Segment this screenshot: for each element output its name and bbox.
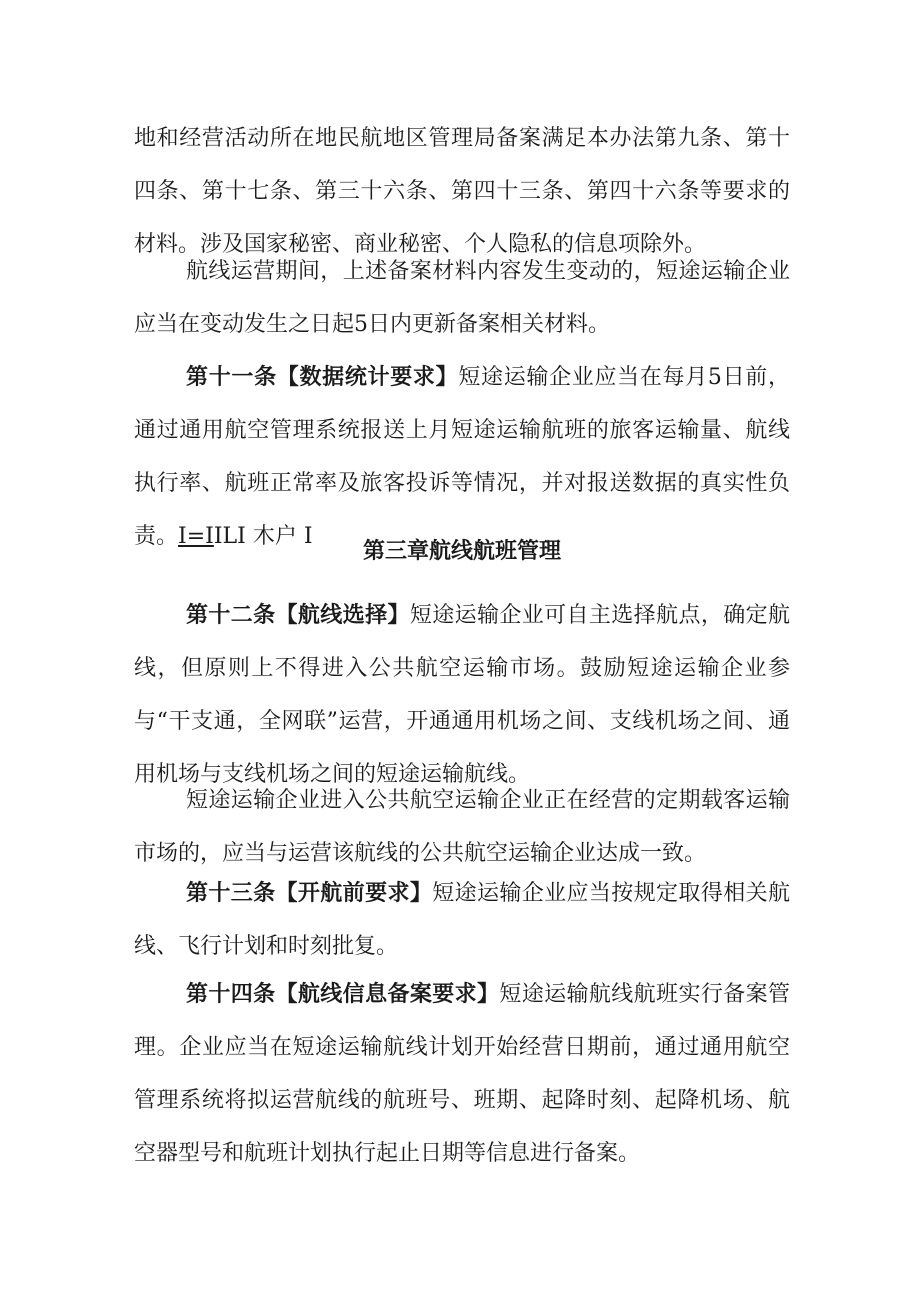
article-14-route-filing (134, 968, 790, 1180)
paragraph-text: 短途运输航线航班实行备案管理。企业应当在短途运输航线计划开始经营日期前，通过通用航空管理系统将拟运营航线的航班号、班期、起降时刻、起降机场、航空器型号和航班计划执行起止日期等信息进行备案。 (134, 982, 790, 1166)
paragraph-material-change (134, 245, 790, 351)
paragraph-text: 短途运输企业应当按规定取得相关航线、飞行计划和时刻批复。 (134, 881, 790, 959)
paragraph-text: 短途运输企业应当在每月5日前，通过通用航空管理系统报送上月短途运输航班的旅客运输量、航线执行率、航班正常率及旅客投诉等情况，并对报送数据的真实性负责。 (134, 365, 790, 549)
paragraph-text: 短途运输企业进入公共航空运输企业正在经营的定期载客运输市场的，应当与运营该航线的公共航空运输企业达成一致。 (134, 788, 790, 866)
article-heading: 第十二条【航线选择】 (186, 603, 410, 628)
article-heading: 第十一条【数据统计要求】 (186, 365, 459, 390)
article-heading: 第十四条【航线信息备案要求】 (186, 982, 500, 1007)
paragraph-text: 短途运输企业可自主选择航点，确定航线，但原则上不得进入公共航空运输市场。鼓励短途运输企业参与“干支通，全网联”运营，开通通用机场之间、支线机场之间、通用机场与支线机场之间的短途运输航线。 (134, 603, 790, 787)
scan-artifact-text: ILI 木户 I (213, 524, 313, 549)
scan-artifact-text: I=I (178, 524, 214, 549)
article-13-pre-launch (134, 867, 790, 973)
paragraph-text: 地和经营活动所在地民航地区管理局备案满足本办法第九条、第十四条、第十七条、第三十六条、第四十三条、第四十六条等要求的材料。涉及国家秘密、商业秘密、个人隐私的信息项除外。 (134, 126, 790, 257)
article-heading: 第十三条【开航前要求】 (186, 881, 433, 906)
article-12-route-selection (134, 589, 790, 801)
paragraph-market-entry (134, 774, 790, 880)
paragraph-text: 航线运营期间，上述备案材料内容发生变动的，短途运输企业应当在变动发生之日起5日内更新备案相关材料。 (134, 259, 790, 337)
chapter-title: 第三章航线航班管理 (362, 539, 561, 564)
